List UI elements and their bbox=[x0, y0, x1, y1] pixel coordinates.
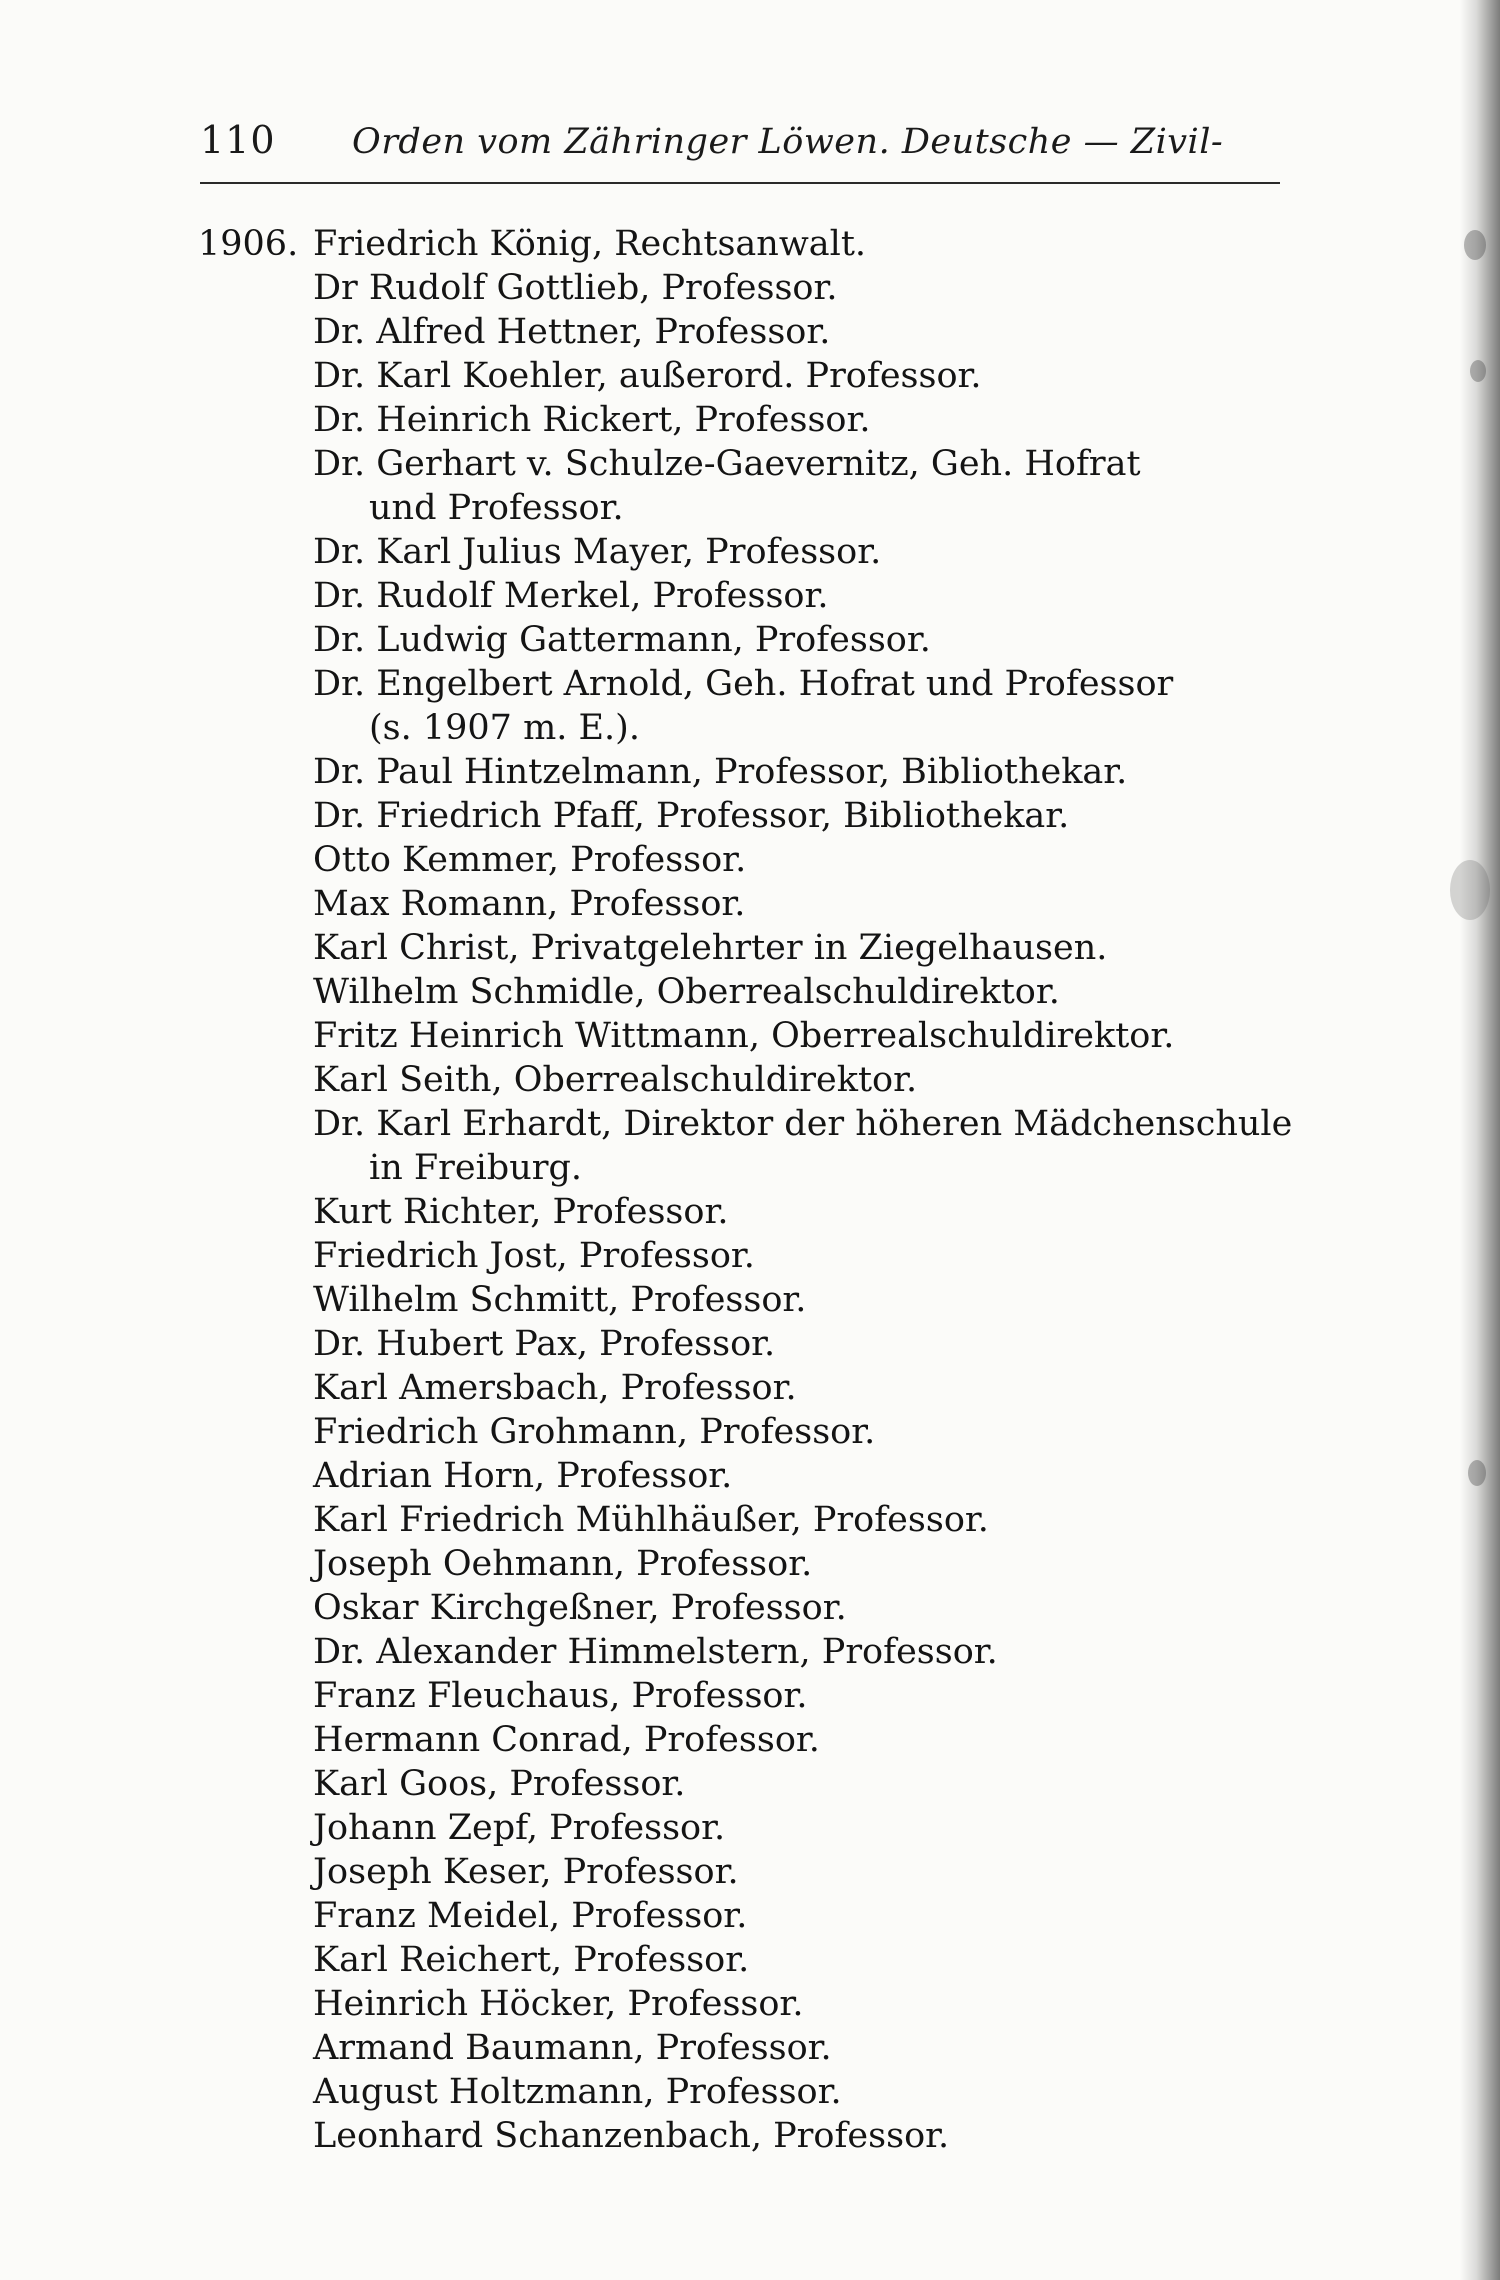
running-head: Orden vom Zähringer Löwen. Deutsche — Zivil- bbox=[352, 122, 1224, 162]
entry-name: Max Romann, Professor. bbox=[313, 884, 746, 924]
entry-name: Friedrich König, Rechtsanwalt. bbox=[313, 224, 867, 264]
entry-text bbox=[313, 794, 1293, 838]
edge-stain bbox=[1464, 230, 1486, 260]
entry-name: Dr. Karl Erhardt, Direktor der höheren Mädchenschule bbox=[313, 1104, 1293, 1144]
list-item bbox=[0, 1498, 1500, 1542]
entry-name: Dr. Friedrich Pfaff, Professor, Bibliothekar. bbox=[313, 796, 1070, 836]
entry-text bbox=[313, 1190, 1293, 1234]
list-item bbox=[0, 222, 1500, 266]
entry-text bbox=[313, 530, 1293, 574]
list-item bbox=[0, 1674, 1500, 1718]
entry-name: Wilhelm Schmitt, Professor. bbox=[313, 1280, 807, 1320]
entry-name: Dr. Heinrich Rickert, Professor. bbox=[313, 400, 871, 440]
list-item bbox=[0, 882, 1500, 926]
entry-name: Franz Meidel, Professor. bbox=[313, 1896, 748, 1936]
entry-name: Dr Rudolf Gottlieb, Professor. bbox=[313, 268, 838, 308]
list-item bbox=[0, 2114, 1500, 2158]
list-item bbox=[0, 1058, 1500, 1102]
entry-name: Johann Zepf, Professor. bbox=[313, 1808, 726, 1848]
page-edge-shadow bbox=[1460, 0, 1500, 2280]
list-item bbox=[0, 1234, 1500, 1278]
list-item bbox=[0, 1850, 1500, 1894]
entry-name: Karl Christ, Privatgelehrter in Ziegelhausen. bbox=[313, 928, 1108, 968]
entry-text bbox=[313, 1894, 1293, 1938]
entry-name: Karl Amersbach, Professor. bbox=[313, 1368, 797, 1408]
entry-text bbox=[313, 1762, 1293, 1806]
entry-text bbox=[313, 882, 1293, 926]
entry-text bbox=[313, 1718, 1293, 1762]
entry-text bbox=[313, 1102, 1293, 1190]
list-item bbox=[0, 1542, 1500, 1586]
entry-name: Karl Goos, Professor. bbox=[313, 1764, 686, 1804]
entry-name: Dr. Gerhart v. Schulze-Gaevernitz, Geh. Hofrat bbox=[313, 444, 1141, 484]
entry-name: August Holtzmann, Professor. bbox=[313, 2072, 842, 2112]
entry-text bbox=[313, 1630, 1293, 1674]
list-item bbox=[0, 2026, 1500, 2070]
list-item bbox=[0, 1190, 1500, 1234]
entry-name: Armand Baumann, Professor. bbox=[313, 2028, 832, 2068]
entry-continuation: in Freiburg. bbox=[369, 1148, 582, 1188]
entry-text bbox=[313, 1542, 1293, 1586]
entry-text bbox=[313, 1850, 1293, 1894]
entry-text bbox=[313, 1410, 1293, 1454]
list-item bbox=[0, 1322, 1500, 1366]
list-item bbox=[0, 1894, 1500, 1938]
entry-text bbox=[313, 970, 1293, 1014]
entry-text bbox=[313, 1806, 1293, 1850]
entry-name: Joseph Keser, Professor. bbox=[313, 1852, 739, 1892]
entry-name: Dr. Hubert Pax, Professor. bbox=[313, 1324, 776, 1364]
entry-text bbox=[313, 1366, 1293, 1410]
entry-text bbox=[313, 222, 1293, 266]
list-item bbox=[0, 1454, 1500, 1498]
list-item bbox=[0, 398, 1500, 442]
entry-text bbox=[313, 1674, 1293, 1718]
page-header bbox=[200, 118, 1280, 178]
header-rule bbox=[200, 182, 1280, 184]
entry-name: Leonhard Schanzenbach, Professor. bbox=[313, 2116, 950, 2156]
list-item bbox=[0, 1806, 1500, 1850]
list-item bbox=[0, 662, 1500, 750]
entry-text bbox=[313, 1014, 1293, 1058]
entry-name: Franz Fleuchaus, Professor. bbox=[313, 1676, 808, 1716]
list-item bbox=[0, 354, 1500, 398]
list-item bbox=[0, 1762, 1500, 1806]
entry-name: Wilhelm Schmidle, Oberrealschuldirektor. bbox=[313, 972, 1060, 1012]
entry-name: Kurt Richter, Professor. bbox=[313, 1192, 729, 1232]
entry-name: Adrian Horn, Professor. bbox=[313, 1456, 733, 1496]
edge-stain bbox=[1468, 1460, 1486, 1486]
entry-name: Dr. Karl Julius Mayer, Professor. bbox=[313, 532, 882, 572]
entry-name: Karl Seith, Oberrealschuldirektor. bbox=[313, 1060, 918, 1100]
entry-name: Hermann Conrad, Professor. bbox=[313, 1720, 820, 1760]
entry-text bbox=[313, 354, 1293, 398]
list-item bbox=[0, 1366, 1500, 1410]
entry-name: Karl Reichert, Professor. bbox=[313, 1940, 750, 1980]
entry-text bbox=[313, 1454, 1293, 1498]
entry-name: Dr. Karl Koehler, außerord. Professor. bbox=[313, 356, 982, 396]
edge-stain bbox=[1450, 860, 1490, 920]
entry-text bbox=[313, 1278, 1293, 1322]
list-item bbox=[0, 926, 1500, 970]
entry-name: Dr. Alexander Himmelstern, Professor. bbox=[313, 1632, 998, 1672]
list-item bbox=[0, 1718, 1500, 1762]
entry-text bbox=[313, 662, 1293, 750]
entry-text bbox=[313, 750, 1293, 794]
entry-name: Dr. Alfred Hettner, Professor. bbox=[313, 312, 831, 352]
list-item bbox=[0, 1410, 1500, 1454]
entry-text bbox=[313, 398, 1293, 442]
entry-name: Fritz Heinrich Wittmann, Oberrealschuldirektor. bbox=[313, 1016, 1175, 1056]
entry-name: Heinrich Höcker, Professor. bbox=[313, 1984, 804, 2024]
entry-text bbox=[313, 266, 1293, 310]
entry-name: Dr. Rudolf Merkel, Professor. bbox=[313, 576, 829, 616]
entry-text bbox=[313, 2070, 1293, 2114]
entry-name: Karl Friedrich Mühlhäußer, Professor. bbox=[313, 1500, 989, 1540]
entry-text bbox=[313, 1322, 1293, 1366]
entry-year: 1906. bbox=[198, 224, 299, 264]
entry-text bbox=[313, 1498, 1293, 1542]
list-item bbox=[0, 2070, 1500, 2114]
list-item bbox=[0, 1982, 1500, 2026]
list-item bbox=[0, 1938, 1500, 1982]
entry-text bbox=[313, 310, 1293, 354]
entry-text bbox=[313, 442, 1293, 530]
list-item bbox=[0, 838, 1500, 882]
entry-text bbox=[313, 618, 1293, 662]
list-item bbox=[0, 442, 1500, 530]
entry-text bbox=[313, 838, 1293, 882]
entry-name: Dr. Engelbert Arnold, Geh. Hofrat und Professor bbox=[313, 664, 1174, 704]
entry-name: Dr. Paul Hintzelmann, Professor, Bibliothekar. bbox=[313, 752, 1128, 792]
entry-text bbox=[313, 574, 1293, 618]
list-item bbox=[0, 1102, 1500, 1190]
entry-continuation: und Professor. bbox=[369, 488, 624, 528]
list-item bbox=[0, 794, 1500, 838]
entry-text bbox=[313, 1586, 1293, 1630]
entry-text bbox=[313, 926, 1293, 970]
list-item bbox=[0, 266, 1500, 310]
list-item bbox=[0, 1014, 1500, 1058]
list-item bbox=[0, 310, 1500, 354]
edge-stain bbox=[1470, 360, 1486, 382]
entry-name: Friedrich Grohmann, Professor. bbox=[313, 1412, 876, 1452]
entry-name: Oskar Kirchgeßner, Professor. bbox=[313, 1588, 847, 1628]
list-item bbox=[0, 970, 1500, 1014]
page-number: 110 bbox=[200, 118, 276, 162]
entry-continuation: (s. 1907 m. E.). bbox=[369, 708, 640, 748]
list-item bbox=[0, 1586, 1500, 1630]
list-item bbox=[0, 618, 1500, 662]
list-item bbox=[0, 1278, 1500, 1322]
entry-name: Friedrich Jost, Professor. bbox=[313, 1236, 755, 1276]
entry-text bbox=[313, 1234, 1293, 1278]
entry-name: Otto Kemmer, Professor. bbox=[313, 840, 747, 880]
entry-name: Joseph Oehmann, Professor. bbox=[313, 1544, 813, 1584]
list-item bbox=[0, 530, 1500, 574]
list-item bbox=[0, 1630, 1500, 1674]
entry-text bbox=[313, 2026, 1293, 2070]
list-item bbox=[0, 574, 1500, 618]
entry-list bbox=[0, 222, 1500, 2158]
entry-text bbox=[313, 1058, 1293, 1102]
entry-name: Dr. Ludwig Gattermann, Professor. bbox=[313, 620, 931, 660]
entry-text bbox=[313, 1982, 1293, 2026]
entry-text bbox=[313, 1938, 1293, 1982]
entry-text bbox=[313, 2114, 1293, 2158]
list-item bbox=[0, 750, 1500, 794]
